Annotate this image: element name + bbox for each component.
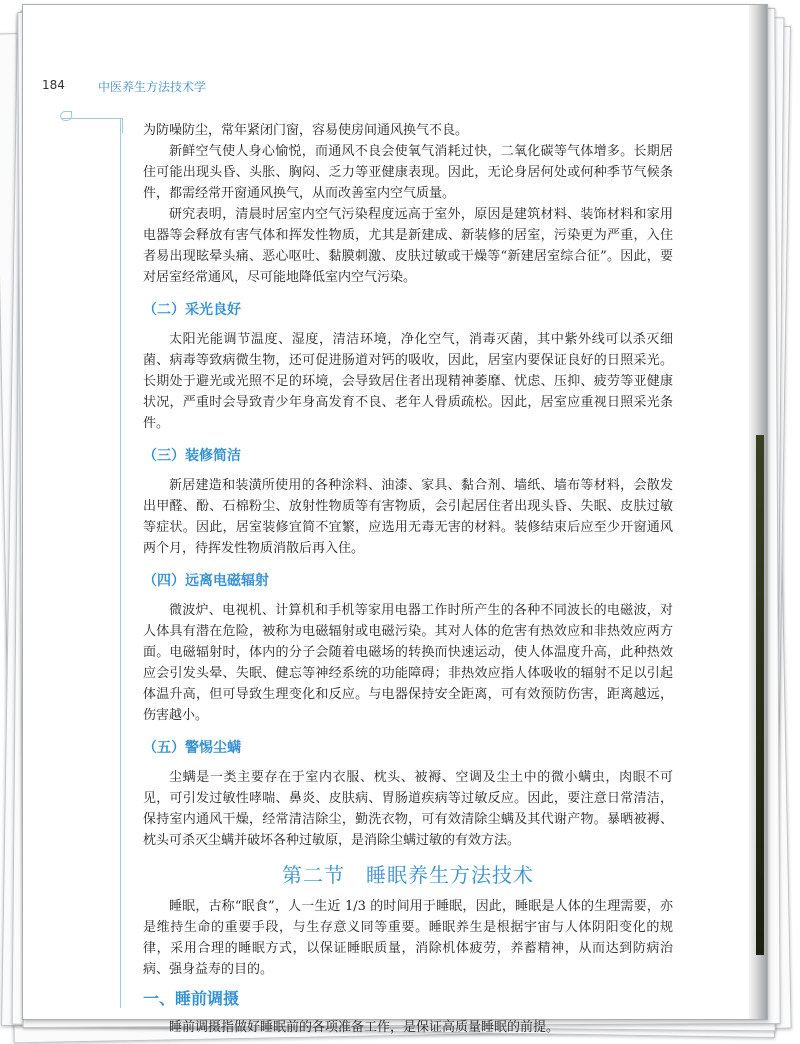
paragraph: 睡眠，古称“眠食”，人一生近 1/3 的时间用于睡眠，因此，睡眠是人体的生理需要，亦是维持生命的重要手段，与生存意义同等重要。睡眠养生是根据宇宙与人体阴阳变化的规律，采用合理的睡眠方式，以保证睡眠质量，消除机体疲劳，养蓄精神，从而达到防病治病、强身益寿的目的。 bbox=[143, 899, 673, 977]
paragraph: 睡前调摄指做好睡眠前的各项准备工作，是保证高质量睡眠的前提。 bbox=[169, 1020, 560, 1035]
paragraph: 微波炉、电视机、计算机和手机等家用电器工作时所产生的各种不同波长的电磁波，对人体具有潜在危险，被称为电磁辐射或电磁污染。其对人体的危害有热效应和非热效应两方面。电磁辐射时，体内的分子会随着电磁场的转换而快速运动，使人体温度升高，此种热效应会引发头晕、失眠、健忘等神经系统的功能障碍；非热效应指人体吸收的辐射不足以引起体温升高，但可导致生理变化和反应。与电器保持安全距离，可有效预防伤害，距离越远，伤害越小。 bbox=[143, 603, 673, 723]
subheading-radiation: （四）远离电磁辐射 bbox=[143, 573, 269, 589]
paragraph: 为防噪防尘，常年紧闭门窗，容易使房间通风换气不良。 bbox=[143, 123, 469, 138]
running-title: 中医养生方法技术学 bbox=[98, 80, 207, 94]
paragraph: 研究表明，清晨时居室内空气污染程度远高于室外，原因是建筑材料、装饰材料和家用电器等会释放有害气体和挥发性物质，尤其是新建成、新装修的居室，污染更为严重，入住者易出现眩晕头痛、恶心呕吐、黏膜刺激、皮肤过敏或干燥等“新建居室综合征”。因此，要对居室经常通风，尽可能地降低室内空气污染。 bbox=[143, 207, 673, 285]
subsection-title: 一、睡前调摄 bbox=[143, 989, 240, 1008]
subheading-lighting: （二）采光良好 bbox=[143, 302, 241, 318]
margin-frame-line bbox=[120, 118, 125, 1008]
paragraph: 尘螨是一类主要存在于室内衣服、枕头、被褥、空调及尘土中的微小螨虫，肉眼不可见，可引发过敏性哮喘、鼻炎、皮肤病、胃肠道疾病等过敏反应。因此，要注意日常清洁，保持室内通风干燥，经常清洁除尘，勤洗衣物，可有效清除尘螨及其代谢产物。暴晒被褥、枕头可杀灭尘螨并破坏各种过敏原，是消除尘螨过敏的有效方法。 bbox=[143, 770, 673, 848]
section-title: 第二节 睡眠养生方法技术 bbox=[282, 863, 534, 887]
paragraph: 新鲜空气使人身心愉悦，而通风不良会使氧气消耗过快，二氧化碳等气体增多。长期居住可能出现头昏、头胀、胸闷、乏力等亚健康表现。因此，无论身居何处或何种季节气候条件，都需经常开窗通风换气，从而改善室内空气质量。 bbox=[143, 144, 673, 201]
paragraph: 新居建造和装潢所使用的各种涂料、油漆、家具、黏合剂、墙纸、墙布等材料，会散发出甲醛、酚、石棉粉尘、放射性物质等有害物质，会引起居住者出现头昏、失眠、皮肤过敏等症状。因此，居室装修宜简不宜繁，应选用无毒无害的材料。装修结束后应至少开窗通风两个月，待挥发性物质消散后再入住。 bbox=[143, 478, 673, 556]
spine-decoration bbox=[756, 435, 764, 955]
subheading-dust-mites: （五）警惕尘螨 bbox=[143, 740, 241, 756]
margin-frame-top bbox=[62, 118, 123, 133]
paragraph: 太阳光能调节温度、湿度，清洁环境，净化空气，消毒灭菌，其中紫外线可以杀灭细菌、病毒等致病微生物，还可促进肠道对钙的吸收，因此，居室内要保证良好的日照采光。长期处于避光或光照不足的环境，会导致居住者出现精神萎靡、忧虑、压抑、疲劳等亚健康状况，严重时会导致青少年身高发育不良、老年人骨质疏松。因此，居室应重视日照采光条件。 bbox=[143, 332, 673, 431]
subheading-decoration: （三）装修简洁 bbox=[143, 448, 241, 464]
page-body bbox=[143, 120, 673, 1038]
page-number: 184 bbox=[42, 78, 65, 92]
